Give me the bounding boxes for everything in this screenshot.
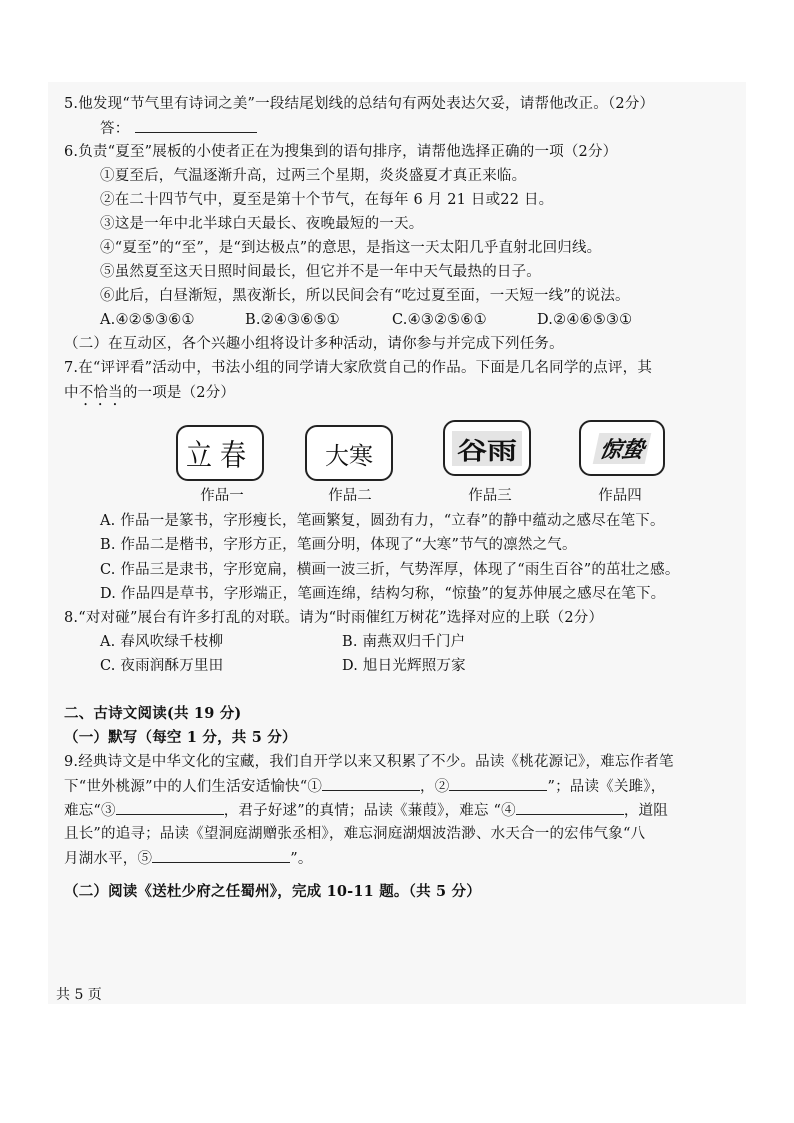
work-1-glyphs: 立春: [185, 438, 254, 474]
q6-option-a[interactable]: A.④②⑤③⑥①: [100, 312, 195, 328]
q9-blank-5[interactable]: [152, 848, 290, 863]
work-2-image: [305, 425, 393, 481]
q5-answer-label: 答：: [100, 121, 130, 137]
work-2-glyphs: 大寒: [325, 441, 373, 470]
work-4-glyphs: 惊蛰: [593, 433, 652, 464]
q7-line1: 7.在“评评看”活动中，书法小组的同学请大家欣赏自己的作品。下面是几名同学的点评，其: [64, 360, 653, 376]
q7-option-b[interactable]: B. 作品二是楷书，字形方正，笔画分明，体现了“大寒”节气的凛然之气。: [100, 537, 577, 553]
q7-line2-pre: 中: [64, 385, 79, 401]
q5-text: 5.他发现“节气里有诗词之美”一段结尾划线的总结句有两处表达欠妥，请帮他改正。（2分）: [64, 96, 655, 112]
page-footer: 共 5 页: [56, 987, 102, 1003]
section-interact: （二）在互动区，各个兴趣小组将设计多种活动，请你参与并完成下列任务。: [64, 336, 564, 352]
q6-sentence: ③这是一年中北半球白天最长、夜晚最短的一天。: [100, 216, 424, 232]
work-3-caption: 作品三: [468, 488, 512, 504]
work-3-image: [443, 420, 531, 476]
part2-sub2: （二）阅读《送杜少府之任蜀州》，完成 10-11 题。（共 5 分）: [64, 883, 481, 900]
q6-sentence: ⑥此后，白昼渐短，黑夜渐长，所以民间会有“吃过夏至面，一天短一线”的说法。: [100, 288, 630, 304]
q6-sentence: ①夏至后，气温逐渐升高，过两三个星期，炎炎盛夏才真正来临。: [100, 168, 527, 184]
q9-text: 下“世外桃源”中的人们生活安适愉快“①: [64, 779, 323, 795]
q5-answer: [100, 118, 257, 139]
q6-option-b[interactable]: B.②④③⑥⑤①: [245, 312, 340, 328]
q9-blank-1[interactable]: [322, 776, 420, 791]
work-1-image: [176, 425, 264, 481]
q9-text: ，道阻: [623, 803, 668, 819]
q6-option-c[interactable]: C.④③②⑤⑥①: [392, 312, 487, 328]
q9-line4: 且长”的追寻；品读《望洞庭湖赠张丞相》，难忘洞庭湖烟波浩渺、水天合一的宏伟气象“八: [64, 826, 646, 842]
q9-text: 难忘“③: [64, 803, 116, 819]
q9-text: ，②: [420, 779, 450, 795]
q9-blank-4[interactable]: [516, 800, 624, 815]
q9-text: ，君子好逑”的真情；品读《蒹葭》，难忘 “④: [223, 803, 516, 819]
q6-sentence: ④“夏至”的“至”，是“到达极点”的意思，是指这一天太阳几乎直射北回归线。: [100, 240, 602, 256]
q7-emphasis: 不恰当: [78, 385, 123, 401]
q6-sentence: ⑤虽然夏至这天日照时间最长，但它并不是一年中天气最热的日子。: [100, 264, 541, 280]
q9-line3: [64, 800, 668, 821]
work-1-caption: 作品一: [200, 488, 244, 504]
q6-sentence: ②在二十四节气中，夏至是第十个节气，在每年 6 月 21 日或22 日。: [100, 192, 554, 208]
q8-option-c[interactable]: C. 夜雨润酥万里田: [100, 658, 224, 674]
q7-line2-post: 的一项是（2分）: [122, 385, 236, 401]
work-2-caption: 作品二: [328, 488, 372, 504]
q9-text: ”。: [290, 851, 313, 867]
q8-option-d[interactable]: D. 旭日光辉照万家: [342, 658, 466, 674]
work-3-glyphs: 谷雨: [452, 431, 522, 466]
q7-option-c[interactable]: C. 作品三是隶书，字形宽扁，横画一波三折，气势浑厚，体现了“雨生百谷”的茁壮之感。: [100, 562, 680, 578]
q6-text: 6.负责“夏至”展板的小使者正在为搜集到的语句排序，请帮他选择正确的一项（2分）: [64, 144, 618, 160]
q9-line5: [64, 848, 313, 869]
q9-line2: [64, 776, 665, 797]
q9-blank-2[interactable]: [449, 776, 547, 791]
q9-text: 月湖水平，⑤: [64, 851, 153, 867]
q6-option-d[interactable]: D.②④⑥⑤③①: [537, 312, 633, 328]
q8-text: 8.“对对碰”展台有许多打乱的对联。请为“时雨催红万树花”选择对应的上联（2分）: [64, 610, 604, 626]
q9-text: ”；品读《关雎》，: [547, 779, 666, 795]
q8-option-a[interactable]: A. 春风吹绿千枝柳: [100, 634, 224, 650]
q9-line1: 9.经典诗文是中华文化的宝藏，我们自开学以来又积累了不少。品读《桃花源记》，难忘作者笔: [64, 754, 674, 770]
q8-option-b[interactable]: B. 南燕双归千门户: [342, 634, 466, 650]
q7-option-d[interactable]: D. 作品四是草书，字形端正，笔画连绵，结构匀称，“惊蛰”的复苏伸展之感尽在笔下。: [100, 586, 666, 602]
part2-sub1: （一）默写（每空 1 分，共 5 分）: [64, 729, 297, 746]
q5-answer-blank[interactable]: [135, 118, 257, 133]
q7-line2: [64, 383, 235, 409]
work-4-caption: 作品四: [598, 488, 642, 504]
work-4-image: [579, 420, 665, 476]
q9-blank-3[interactable]: [116, 800, 224, 815]
q7-option-a[interactable]: A. 作品一是篆书，字形瘦长，笔画繁复，圆劲有力，“立春”的静中蕴动之感尽在笔下。: [100, 513, 665, 529]
part2-title: 二、古诗文阅读(共 19 分): [64, 705, 242, 722]
